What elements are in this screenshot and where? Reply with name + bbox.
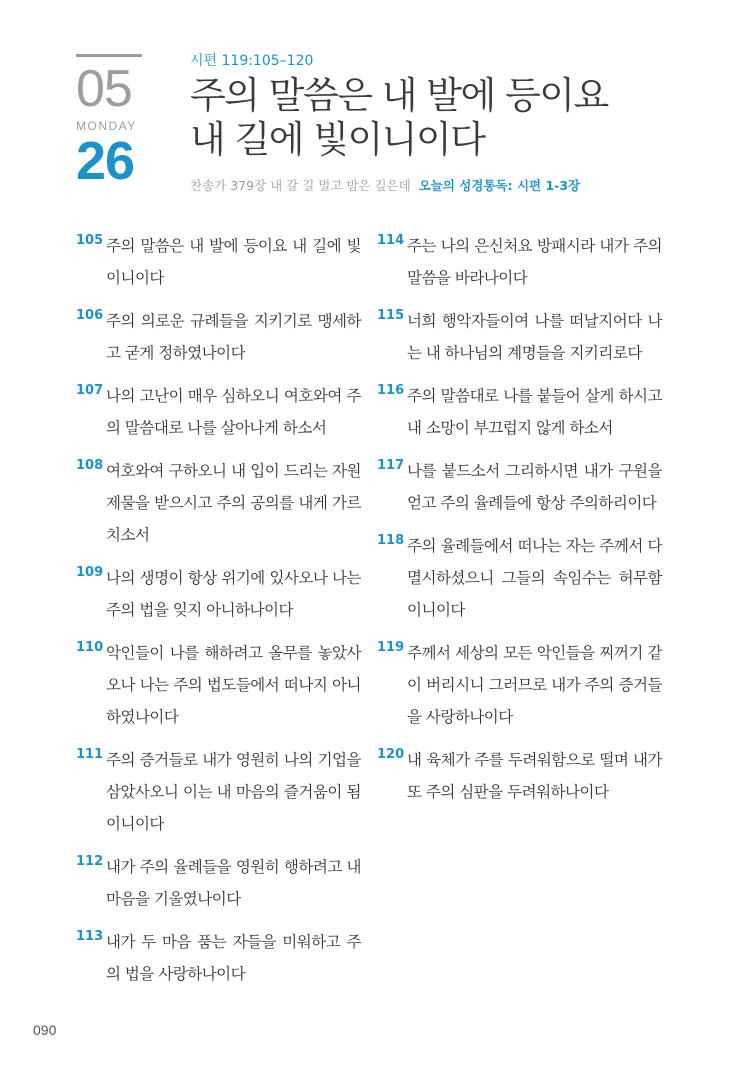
verse-text: 악인들이 나를 해하려고 올무를 놓았사오나 나는 주의 법도들에서 떠나지 아니하였나이다	[106, 644, 361, 726]
date-rule	[76, 54, 142, 57]
verse-number: 110	[76, 640, 104, 655]
verse-number: 117	[377, 458, 405, 473]
verse-number: 119	[377, 640, 405, 655]
verse-item	[76, 230, 361, 294]
verse-text: 주의 증거들로 내가 영원히 나의 기업을 삼았사오니 이는 내 마음의 즐거움이 됨이니이다	[106, 751, 361, 833]
verse-number: 113	[76, 929, 104, 944]
verse-number: 114	[377, 233, 405, 248]
verse-column-right	[377, 230, 662, 819]
verse-text: 주께서 세상의 모든 악인들을 찌꺼기 같이 버리시니 그러므로 내가 주의 증거들을 사랑하나이다	[407, 644, 662, 726]
verse-text: 나의 생명이 항상 위기에 있사오나 나는 주의 법을 잊지 아니하나이다	[106, 569, 361, 619]
verse-item	[76, 380, 361, 444]
verse-item	[377, 637, 662, 733]
verse-item	[377, 305, 662, 369]
verse-item	[76, 744, 361, 840]
page-title	[190, 74, 690, 162]
verse-text: 주의 율례들에서 떠나는 자는 주께서 다 멸시하셨으니 그들의 속임수는 허무함이니이다	[407, 537, 662, 619]
verse-item	[377, 744, 662, 808]
verse-text: 주의 말씀대로 나를 붙들어 살게 하시고 내 소망이 부끄럽지 않게 하소서	[407, 387, 662, 437]
day-number: 26	[76, 131, 135, 191]
verse-text: 내 육체가 주를 두려워함으로 떨며 내가 또 주의 심판을 두려워하나이다	[407, 751, 662, 801]
month-number: 05	[76, 60, 132, 118]
hymn-info: 찬송가 379장 내 갈 길 멀고 밤은 깊은데	[190, 178, 411, 193]
verse-number: 109	[76, 565, 104, 580]
verse-number: 118	[377, 533, 405, 548]
verse-item	[377, 455, 662, 519]
date-block	[76, 54, 142, 189]
verse-number: 116	[377, 383, 405, 398]
verse-item	[377, 380, 662, 444]
verse-text: 나를 붙드소서 그리하시면 내가 구원을 얻고 주의 율례들에 항상 주의하리이다	[407, 462, 662, 512]
weekday-label: MONDAY	[76, 119, 137, 133]
verse-item	[76, 305, 361, 369]
verse-item	[377, 230, 662, 294]
verse-text: 주는 나의 은신처요 방패시라 내가 주의 말씀을 바라나이다	[407, 237, 662, 287]
verse-text: 내가 주의 율례들을 영원히 행하려고 내 마음을 기울였나이다	[106, 858, 361, 908]
verse-text: 주의 의로운 규례들을 지키기로 맹세하고 굳게 정하였나이다	[106, 312, 361, 362]
verse-number: 106	[76, 308, 104, 323]
title-line-1: 주의 말씀은 내 발에 등이요	[190, 74, 608, 117]
verse-number: 108	[76, 458, 104, 473]
verse-text: 나의 고난이 매우 심하오니 여호와여 주의 말씀대로 나를 살아나게 하소서	[106, 387, 361, 437]
verse-number: 120	[377, 747, 405, 762]
scripture-reference: 시편 119:105–120	[190, 53, 314, 69]
verse-number: 115	[377, 308, 405, 323]
verse-item	[76, 637, 361, 733]
verse-text: 여호와여 구하오니 내 입이 드리는 자원제물을 받으시고 주의 공의를 내게 가르치소서	[106, 462, 361, 544]
verse-item	[76, 455, 361, 551]
page-number: 090	[33, 1022, 57, 1038]
verse-number: 105	[76, 233, 104, 248]
verse-item	[76, 926, 361, 990]
title-line-2: 내 길에 빛이니이다	[190, 118, 485, 161]
verse-item	[377, 530, 662, 626]
verse-text: 내가 두 마음 품는 자들을 미워하고 주의 법을 사랑하나이다	[106, 933, 361, 983]
verse-column-left	[76, 230, 361, 1001]
verse-number: 107	[76, 383, 104, 398]
verse-text: 주의 말씀은 내 발에 등이요 내 길에 빛이니이다	[106, 237, 361, 287]
verse-number: 111	[76, 747, 104, 762]
verse-item	[76, 851, 361, 915]
verse-item	[76, 562, 361, 626]
verse-text: 너희 행악자들이여 나를 떠날지어다 나는 내 하나님의 계명들을 지키리로다	[407, 312, 662, 362]
daily-reading: 오늘의 성경통독: 시편 1-3장	[418, 178, 581, 193]
meta-line	[190, 176, 690, 194]
devotional-header	[190, 50, 690, 194]
verse-number: 112	[76, 854, 104, 869]
